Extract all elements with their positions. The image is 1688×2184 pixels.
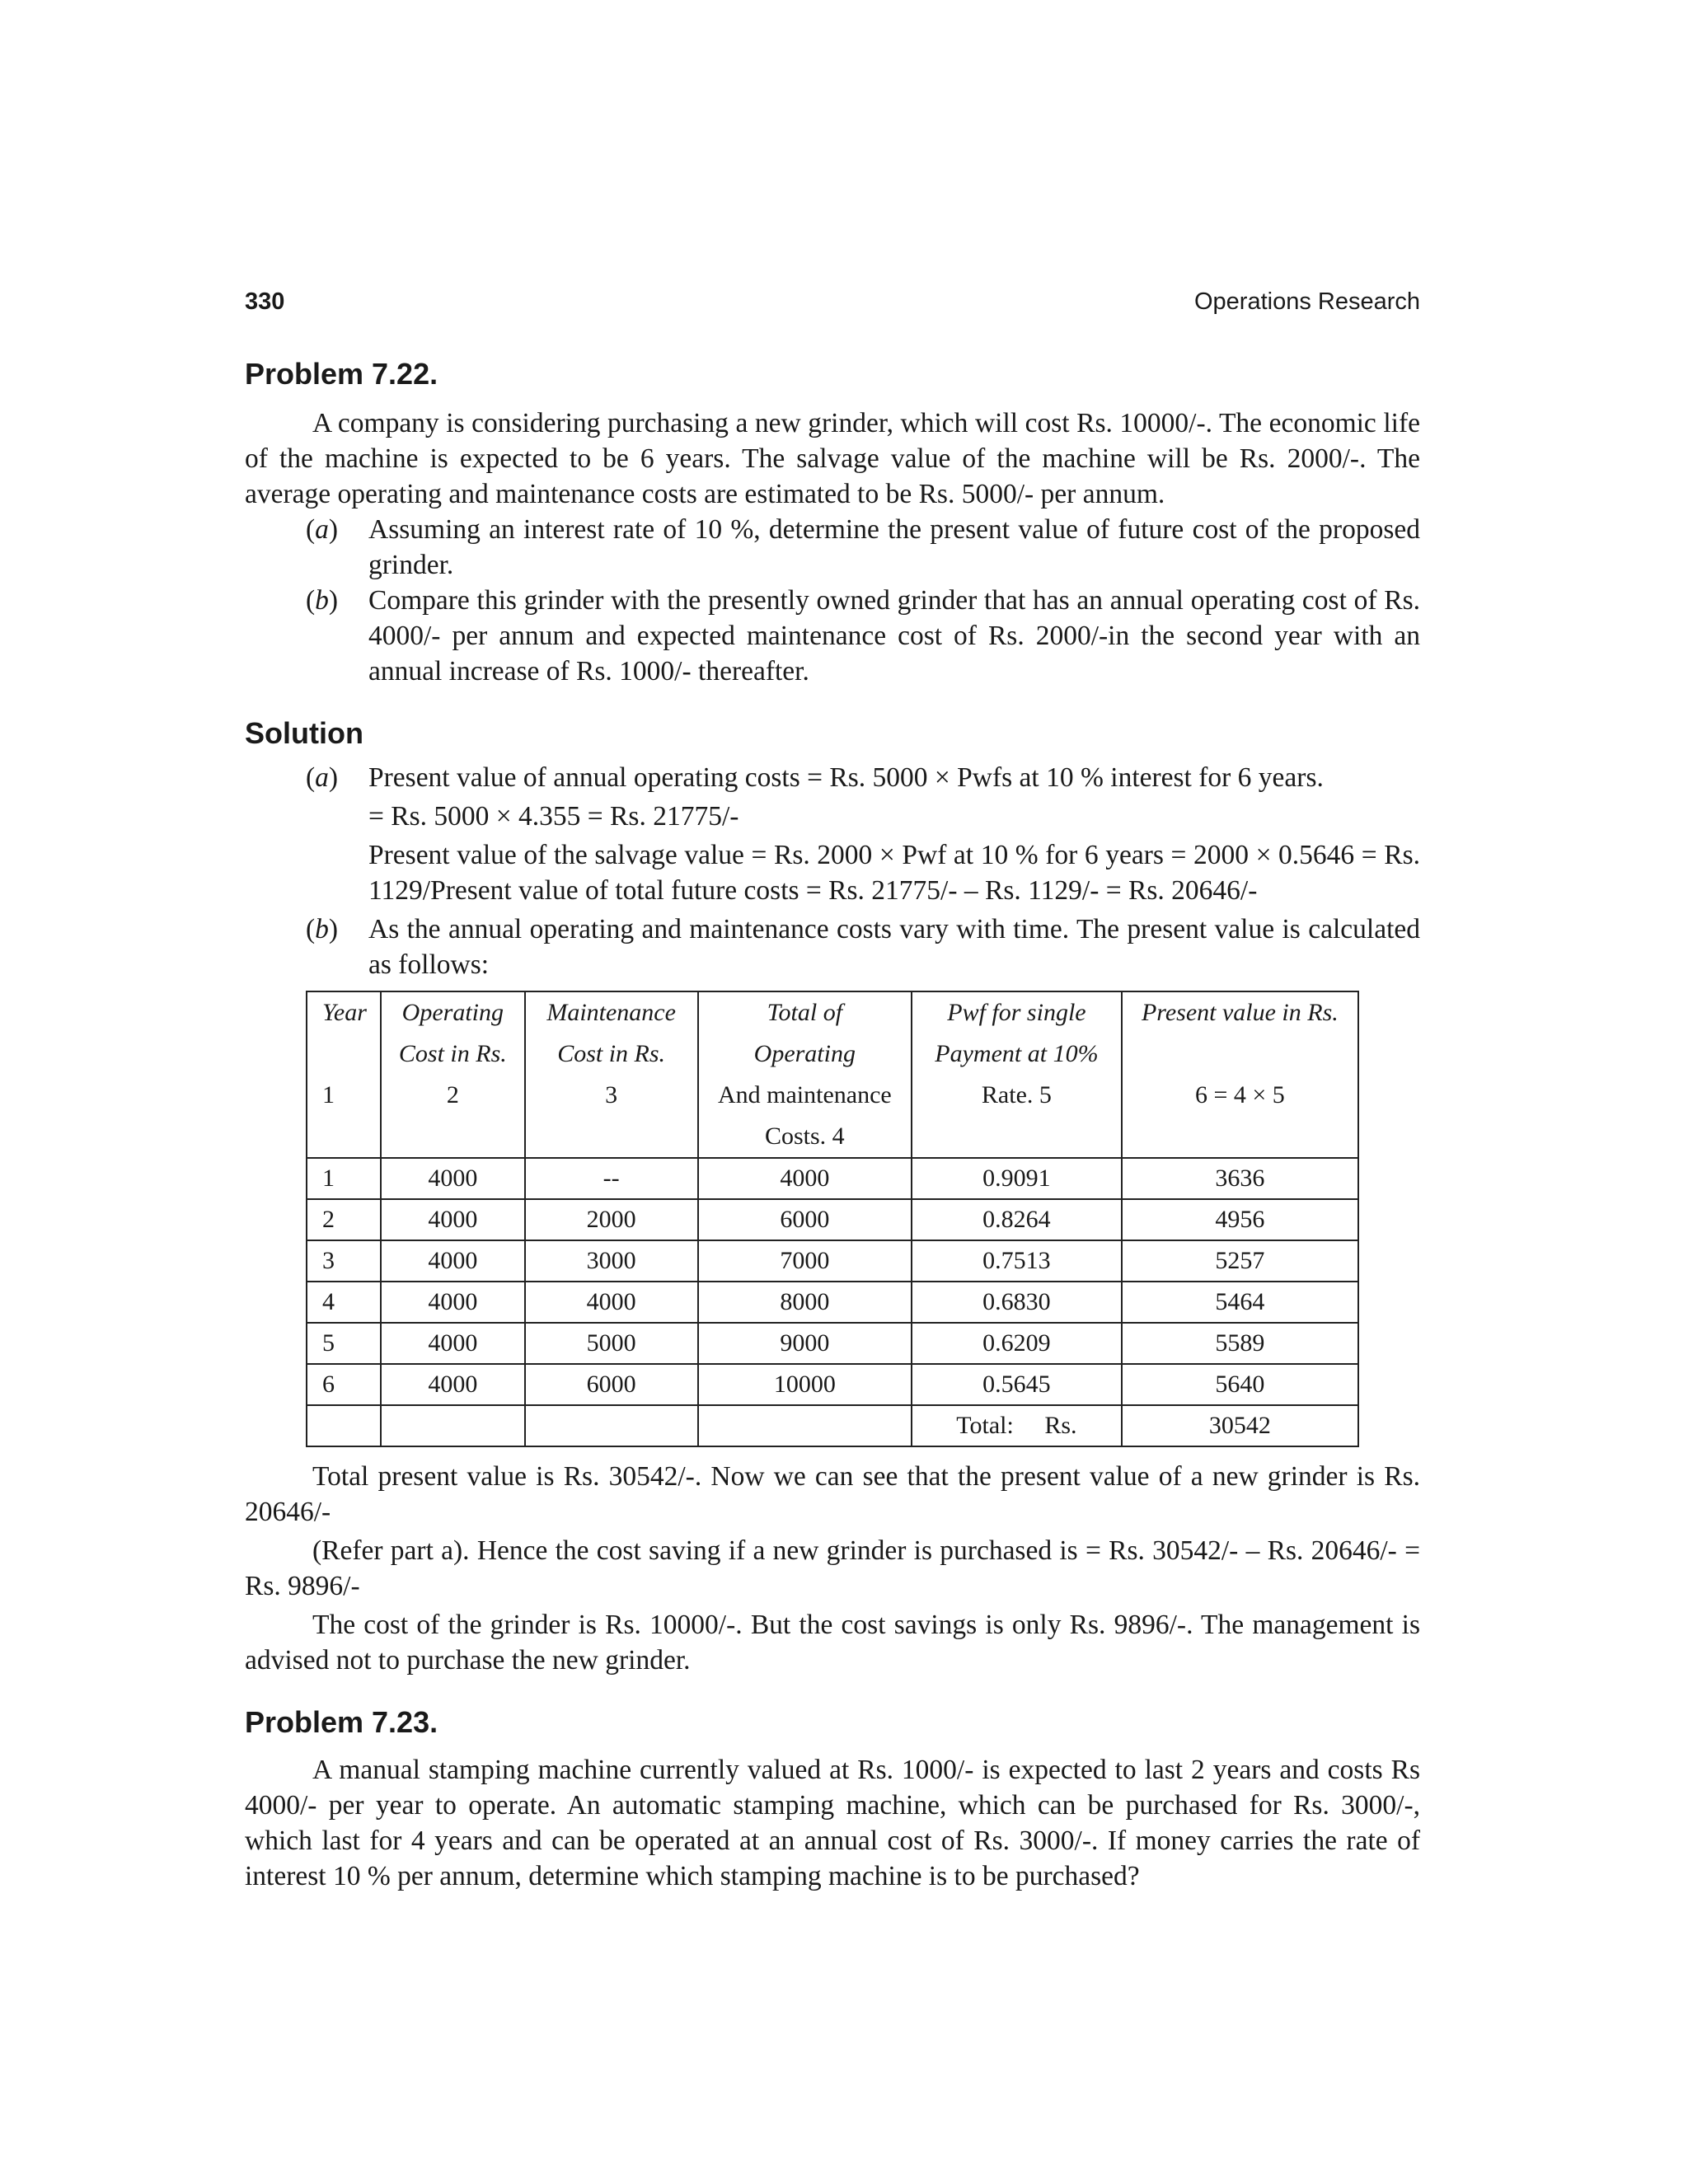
col-header-pwf: Pwf for single Payment at 10% Rate. 5	[912, 991, 1122, 1158]
part-a-label: a	[315, 762, 329, 793]
running-header	[245, 288, 1420, 321]
problem-7-22-items	[245, 512, 1420, 689]
solution-part-b: (b) As the annual operating and maintenance costs vary with time. The present value is calculated as follows:	[306, 914, 1420, 980]
col-header-total: Total of Operating And maintenance Costs. 4	[698, 991, 912, 1158]
part-a-line-2: = Rs. 5000 × 4.355 = Rs. 21775/-	[368, 801, 739, 832]
item-label: a	[315, 514, 329, 545]
problem-7-23-heading: Problem 7.23.	[245, 1705, 438, 1739]
part-a-line-3: Present value of the salvage value = Rs. 2000 × Pwf at 10 % for 6 years = 2000 × 0.5646 = Rs. 1129/Present value of total future costs = Rs. 21775/- – Rs. 1129/- = Rs. 20646/-	[368, 840, 1420, 906]
list-item: (b) Compare this grinder with the presently owned grinder that has an annual operating cost of Rs. 4000/- per annum and expected maintenance cost of Rs. 2000/-in the second year with an annual increase of Rs. 1000/- thereafter.	[306, 585, 1420, 687]
total-value: 30542	[1122, 1405, 1358, 1446]
item-label: b	[315, 585, 329, 616]
table-row: 4 4000 4000 8000 0.6830 5464	[307, 1282, 1358, 1323]
page-content	[245, 353, 1420, 1894]
total-label: Total: Rs.	[912, 1405, 1122, 1446]
solution-heading: Solution	[245, 716, 363, 750]
problem-7-22-intro: A company is considering purchasing a new grinder, which will cost Rs. 10000/-. The economic life of the machine is expected to be 6 years. The salvage value of the machine will be Rs. 2000/-. The average operating and maintenance costs are estimated to be Rs. 5000/- per annum.	[245, 408, 1420, 509]
col-header-present-value: Present value in Rs. 6 = 4 × 5	[1122, 991, 1358, 1158]
col-header-maintenance: Maintenance Cost in Rs. 3	[525, 991, 698, 1158]
solution-paragraph-1: Total present value is Rs. 30542/-. Now we can see that the present value of a new grinder is Rs. 20646/-	[245, 1461, 1420, 1527]
table-header-row	[307, 991, 1358, 1158]
item-text: Assuming an interest rate of 10 %, determine the present value of future cost of the proposed grinder.	[368, 514, 1420, 580]
page-number: 330	[245, 288, 285, 315]
solution-paragraph-2: (Refer part a). Hence the cost saving if a new grinder is purchased is = Rs. 30542/- – Rs. 20646/- = Rs. 9896/-	[245, 1535, 1420, 1601]
table-row: 2 4000 2000 6000 0.8264 4956	[307, 1199, 1358, 1240]
col-header-operating: Operating Cost in Rs. 2	[381, 991, 525, 1158]
solution-paragraph-3: The cost of the grinder is Rs. 10000/-. But the cost savings is only Rs. 9896/-. The management is advised not to purchase the new grinder.	[245, 1610, 1420, 1675]
list-item: (a) Assuming an interest rate of 10 %, determine the present value of future cost of the proposed grinder.	[306, 514, 1420, 580]
present-value-table	[306, 991, 1359, 1447]
part-b-label: b	[315, 914, 329, 944]
item-text: Compare this grinder with the presently owned grinder that has an annual operating cost of Rs. 4000/- per annum and expected maintenance cost of Rs. 2000/-in the second year with an annual increase of Rs. 1000/- thereafter.	[368, 585, 1420, 687]
table-row: 6 4000 6000 10000 0.5645 5640	[307, 1364, 1358, 1405]
table-row: 3 4000 3000 7000 0.7513 5257	[307, 1240, 1358, 1282]
problem-7-22-heading: Problem 7.22.	[245, 357, 438, 391]
part-a-line-1: Present value of annual operating costs = Rs. 5000 × Pwfs at 10 % interest for 6 years.	[368, 762, 1324, 793]
col-header-year: Year 1	[307, 991, 381, 1158]
part-b-text: As the annual operating and maintenance costs vary with time. The present value is calculated as follows:	[368, 914, 1420, 980]
table-row: 1 4000 -- 4000 0.9091 3636	[307, 1158, 1358, 1199]
book-title: Operations Research	[1193, 288, 1420, 315]
table-row: 5 4000 5000 9000 0.6209 5589	[307, 1323, 1358, 1364]
table-total-row	[307, 1405, 1358, 1446]
problem-7-23-text: A manual stamping machine currently valued at Rs. 1000/- is expected to last 2 years and costs Rs 4000/- per year to operate. An automatic stamping machine, which can be purchased for Rs. 3000/-, which last for 4 years and can be operated at an annual cost of Rs. 3000/-. If money carries the rate of interest 10 % per annum, determine which stamping machine is to be purchased?	[245, 1755, 1420, 1891]
solution-part-a: (a) Present value of annual operating costs = Rs. 5000 × Pwfs at 10 % interest for 6 years.	[306, 762, 1324, 793]
